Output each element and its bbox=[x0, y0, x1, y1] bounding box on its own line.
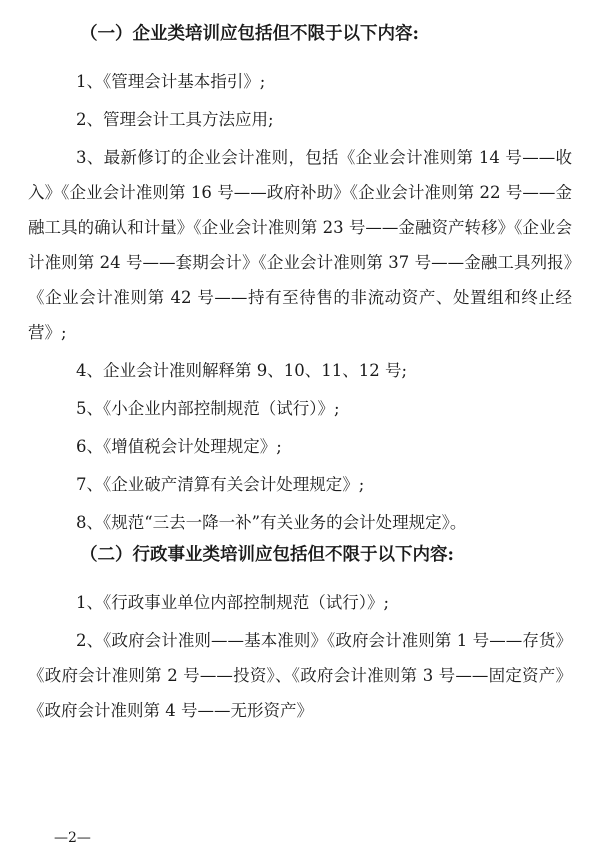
section-heading-enterprise: （一）企业类培训应包括但不限于以下内容: bbox=[80, 24, 419, 44]
list-item-3: 3、最新修订的企业会计准则，包括《企业会计准则第 14 号——收入》《企业会计准则第 16 号——政府补助》《企业会计准则第 22 号——金融工具的确认和计量》《企业会计准则第 23 号——金融资产转移》《企业会计准则第 24 号——套期会计》《企业会计准则第 37 号——金融工具列报》《企业会计准则第 42 号——持有至待售的非流动资产、处置组和终止经营》; bbox=[28, 148, 572, 342]
list-item-admin-2: 2、《政府会计准则——基本准则》《政府会计准则第 1 号——存货》《政府会计准则第 2 号——投资》、《政府会计准则第 3 号——固定资产》《政府会计准则第 4 号——无形资产》 bbox=[28, 631, 572, 720]
page-number: —2— bbox=[54, 830, 91, 846]
list-item-7: 7、《企业破产清算有关会计处理规定》; bbox=[76, 475, 365, 494]
section-heading-administrative: （二）行政事业类培训应包括但不限于以下内容: bbox=[80, 545, 454, 565]
list-item-1: 1、《管理会计基本指引》; bbox=[76, 72, 266, 91]
list-item-8: 8、《规范“三去一降一补”有关业务的会计处理规定》。 bbox=[76, 513, 467, 532]
list-item-admin-1: 1、《行政事业单位内部控制规范（试行）》; bbox=[76, 593, 390, 612]
list-item-2: 2、管理会计工具方法应用; bbox=[76, 110, 274, 129]
list-item-4: 4、企业会计准则解释第 9、10、11、12 号; bbox=[76, 361, 408, 380]
list-item-5: 5、《小企业内部控制规范（试行）》; bbox=[76, 399, 340, 418]
list-item-6: 6、《增值税会计处理规定》; bbox=[76, 437, 282, 456]
